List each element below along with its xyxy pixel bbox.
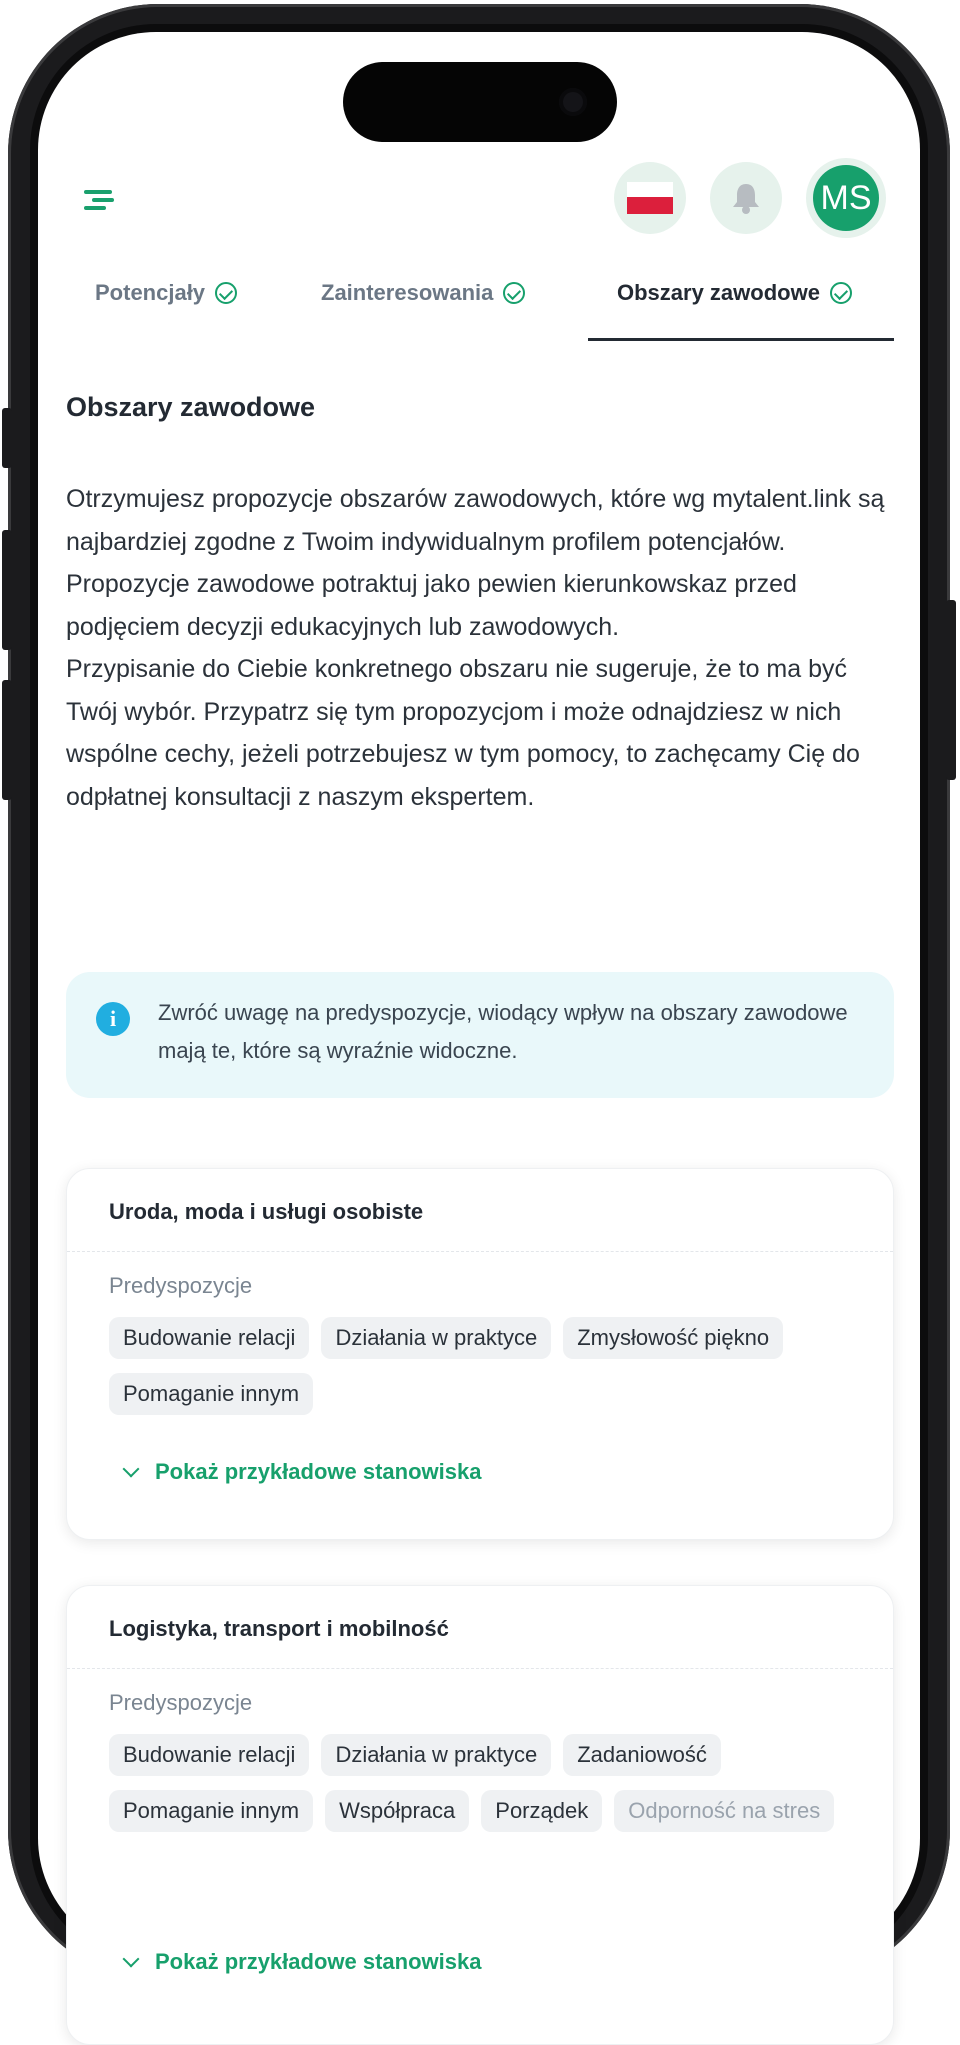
tab-potencjaly[interactable] (95, 280, 237, 306)
active-tab-indicator (588, 338, 894, 341)
side-button-volume-up (2, 530, 12, 650)
card-title: Uroda, moda i usługi osobiste (109, 1199, 424, 1224)
tab-zainteresowania[interactable] (321, 280, 525, 306)
chevron-down-icon (123, 1461, 140, 1478)
predisposition-chip: Pomaganie innym (109, 1373, 313, 1415)
page-title: Obszary zawodowe (66, 392, 316, 422)
info-text: Zwróć uwagę na predyspozycje, wiodący wpływ na obszary zawodowe mają te, które są wyraźnie widoczne. (158, 1000, 848, 1063)
intro-paragraph: Przypisanie do Ciebie konkretnego obszaru nie sugeruje, że to ma być Twój wybór. Przypatrz się tym propozycjom i może odnajdziesz w nich wspólne cechy, jeżeli potrzebujesz w tym pomocy, to zachęcamy Cię do odpłatnej konsultacji z naszym ekspertem. (66, 655, 860, 811)
side-button-volume-down (2, 680, 12, 800)
show-positions-button[interactable] (125, 1949, 481, 1975)
camera-icon (559, 88, 587, 116)
tab-label: Zainteresowania (321, 280, 494, 305)
show-positions-label: Pokaż przykładowe stanowiska (155, 1949, 482, 1974)
tab-obszary-zawodowe[interactable] (617, 280, 852, 306)
career-area-card (66, 1168, 894, 1540)
bell-icon (730, 181, 762, 215)
intro-paragraph: Otrzymujesz propozycje obszarów zawodowych, które wg mytalent.link są najbardziej zgodne z Twoim indywidualnym profilem potencjałów. Propozycje zawodowe potraktuj jako pewien kierunkowskaz przed podjęciem decyzji edukacyjnych lub zawodowych. (66, 485, 885, 641)
predispositions-label: Predyspozycje (109, 1273, 253, 1298)
show-positions-label: Pokaż przykładowe stanowiska (155, 1459, 482, 1484)
info-icon: i (96, 1002, 130, 1036)
predispositions-list (109, 1317, 869, 1415)
card-title: Logistyka, transport i mobilność (109, 1616, 449, 1641)
check-circle-icon (503, 282, 525, 304)
phone-screen (38, 32, 920, 1974)
predisposition-chip-weak: Odporność na stres (614, 1790, 834, 1832)
career-area-card (66, 1585, 894, 2045)
predisposition-chip: Współpraca (325, 1790, 469, 1832)
poland-flag-icon (627, 182, 673, 214)
info-box (66, 972, 894, 1098)
predisposition-chip: Działania w praktyce (321, 1317, 551, 1359)
dynamic-island (343, 62, 617, 142)
predispositions-list (109, 1734, 869, 1832)
predisposition-chip: Pomaganie innym (109, 1790, 313, 1832)
show-positions-button[interactable] (125, 1459, 481, 1485)
divider (67, 1668, 893, 1669)
predisposition-chip: Zadaniowość (563, 1734, 721, 1776)
tab-label: Obszary zawodowe (617, 280, 820, 305)
divider (67, 1251, 893, 1252)
notifications-button[interactable] (710, 162, 782, 234)
avatar[interactable]: MS (813, 165, 879, 231)
language-button[interactable] (614, 162, 686, 234)
hamburger-menu-icon[interactable] (80, 180, 120, 220)
predisposition-chip: Działania w praktyce (321, 1734, 551, 1776)
predisposition-chip: Porządek (481, 1790, 602, 1832)
side-button-action (2, 408, 12, 468)
tab-label: Potencjały (95, 280, 206, 305)
intro-text (66, 478, 886, 818)
chevron-down-icon (123, 1951, 140, 1968)
predisposition-chip: Budowanie relacji (109, 1317, 309, 1359)
check-circle-icon (215, 282, 237, 304)
predisposition-chip: Zmysłowość piękno (563, 1317, 783, 1359)
predisposition-chip: Budowanie relacji (109, 1734, 309, 1776)
check-circle-icon (830, 282, 852, 304)
predispositions-label: Predyspozycje (109, 1690, 253, 1715)
side-button-power (946, 600, 956, 780)
